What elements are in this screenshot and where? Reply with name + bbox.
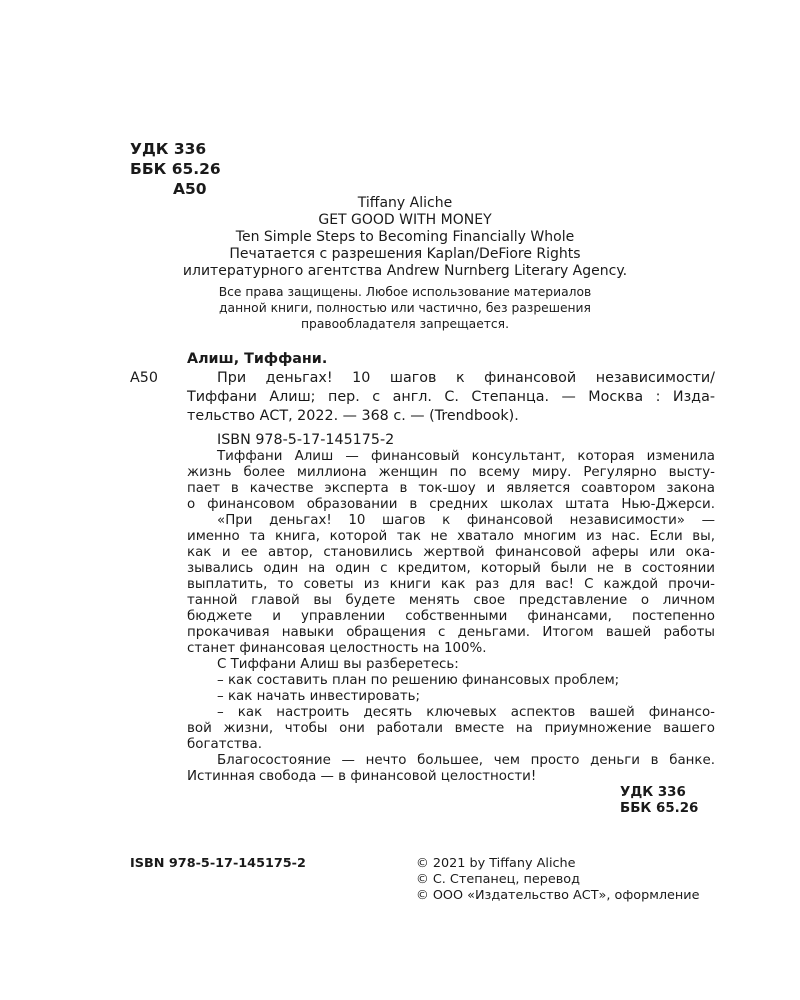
annotation-line: как и ее автор, становились жертвой финансовой аферы или ока- bbox=[187, 545, 715, 560]
annotation-line: прокачивая навыки обращения с деньгами. Итогом вашей работы bbox=[187, 625, 715, 640]
annotation-line: танной главой вы будете менять свое представление о личном bbox=[187, 593, 715, 608]
bbk-code-bottom: ББК 65.26 bbox=[620, 801, 699, 816]
permission-line: Печатается с разрешения Kaplan/DeFiore Rights bbox=[229, 246, 581, 262]
annotation-line: бюджете и управлении собственными финансами, постепенно bbox=[187, 609, 715, 624]
original-title: GET GOOD WITH MONEY bbox=[318, 212, 492, 228]
annotation-line: С Тиффани Алиш вы разберетесь: bbox=[217, 657, 459, 672]
annotation-line: именно та книга, которой так не хватало многим из нас. Если вы, bbox=[187, 529, 715, 544]
bib-isbn: ISBN 978-5-17-145175-2 bbox=[217, 432, 395, 448]
annotation-line: Тиффани Алиш — финансовый консультант, которая изменила bbox=[217, 449, 715, 464]
annotation-line: Истинная свобода — в финансовой целостности! bbox=[187, 769, 537, 784]
bib-line: При деньгах! 10 шагов к финансовой независимости/ bbox=[217, 370, 715, 386]
original-subtitle: Ten Simple Steps to Becoming Financially Whole bbox=[235, 229, 575, 245]
rights-line: данной книги, полностью или частично, без разрешения bbox=[219, 301, 591, 315]
rights-line: Все права защищены. Любое использование материалов bbox=[218, 285, 592, 299]
bib-line: тельство АСТ, 2022. — 368 с. — (Trendbook). bbox=[187, 408, 519, 424]
annotation-line: «При деньгах! 10 шагов к финансовой независимости» — bbox=[217, 513, 715, 528]
original-author: Tiffany Aliche bbox=[357, 195, 453, 211]
author-mark: А50 bbox=[173, 180, 207, 198]
annotation-line: жизнь более миллиона женщин по всему миру. Регулярно высту- bbox=[187, 465, 715, 480]
annotation-list-item: – как составить план по решению финансовых проблем; bbox=[217, 673, 620, 688]
annotation-line: пает в качестве эксперта в ток-шоу и является соавтором закона bbox=[187, 481, 715, 496]
footer-isbn: ISBN 978-5-17-145175-2 bbox=[130, 856, 306, 871]
copyright-line: © 2021 by Tiffany Aliche bbox=[416, 856, 576, 871]
bib-author: Алиш, Тиффани. bbox=[187, 351, 328, 367]
annotation-line: вой жизни, чтобы они работали вместе на приумножение вашего bbox=[187, 721, 715, 736]
annotation-line: Благосостояние — нечто большее, чем просто деньги в банке. bbox=[217, 753, 715, 768]
copyright-line: © ООО «Издательство АСТ», оформление bbox=[416, 888, 700, 903]
copyright-line: © С. Степанец, перевод bbox=[416, 872, 580, 887]
annotation-line: богатства. bbox=[187, 737, 263, 752]
bib-code: А50 bbox=[130, 370, 158, 386]
annotation-line: о финансовом образовании в средних школах штата Нью-Джерси. bbox=[187, 497, 715, 512]
annotation-line: станет финансовая целостность на 100%. bbox=[187, 641, 487, 656]
udk-code: УДК 336 bbox=[130, 140, 207, 158]
annotation-list-item: – как настроить десять ключевых аспектов вашей финансо- bbox=[217, 705, 715, 720]
permission-line: илитературного агентства Andrew Nurnberg Literary Agency. bbox=[182, 263, 628, 279]
udk-code-bottom: УДК 336 bbox=[620, 785, 686, 800]
annotation-line: зывались один на один с кредитом, который были не в состоянии bbox=[187, 561, 715, 576]
rights-line: правообладателя запрещается. bbox=[301, 317, 509, 331]
annotation-line: выплатить, то советы из книги как раз для вас! С каждой прочи- bbox=[187, 577, 715, 592]
bib-line: Тиффани Алиш; пер. с англ. С. Степанца. — Москва : Изда- bbox=[187, 389, 715, 405]
annotation-list-item: – как начать инвестировать; bbox=[217, 689, 421, 704]
bbk-code: ББК 65.26 bbox=[130, 160, 221, 178]
